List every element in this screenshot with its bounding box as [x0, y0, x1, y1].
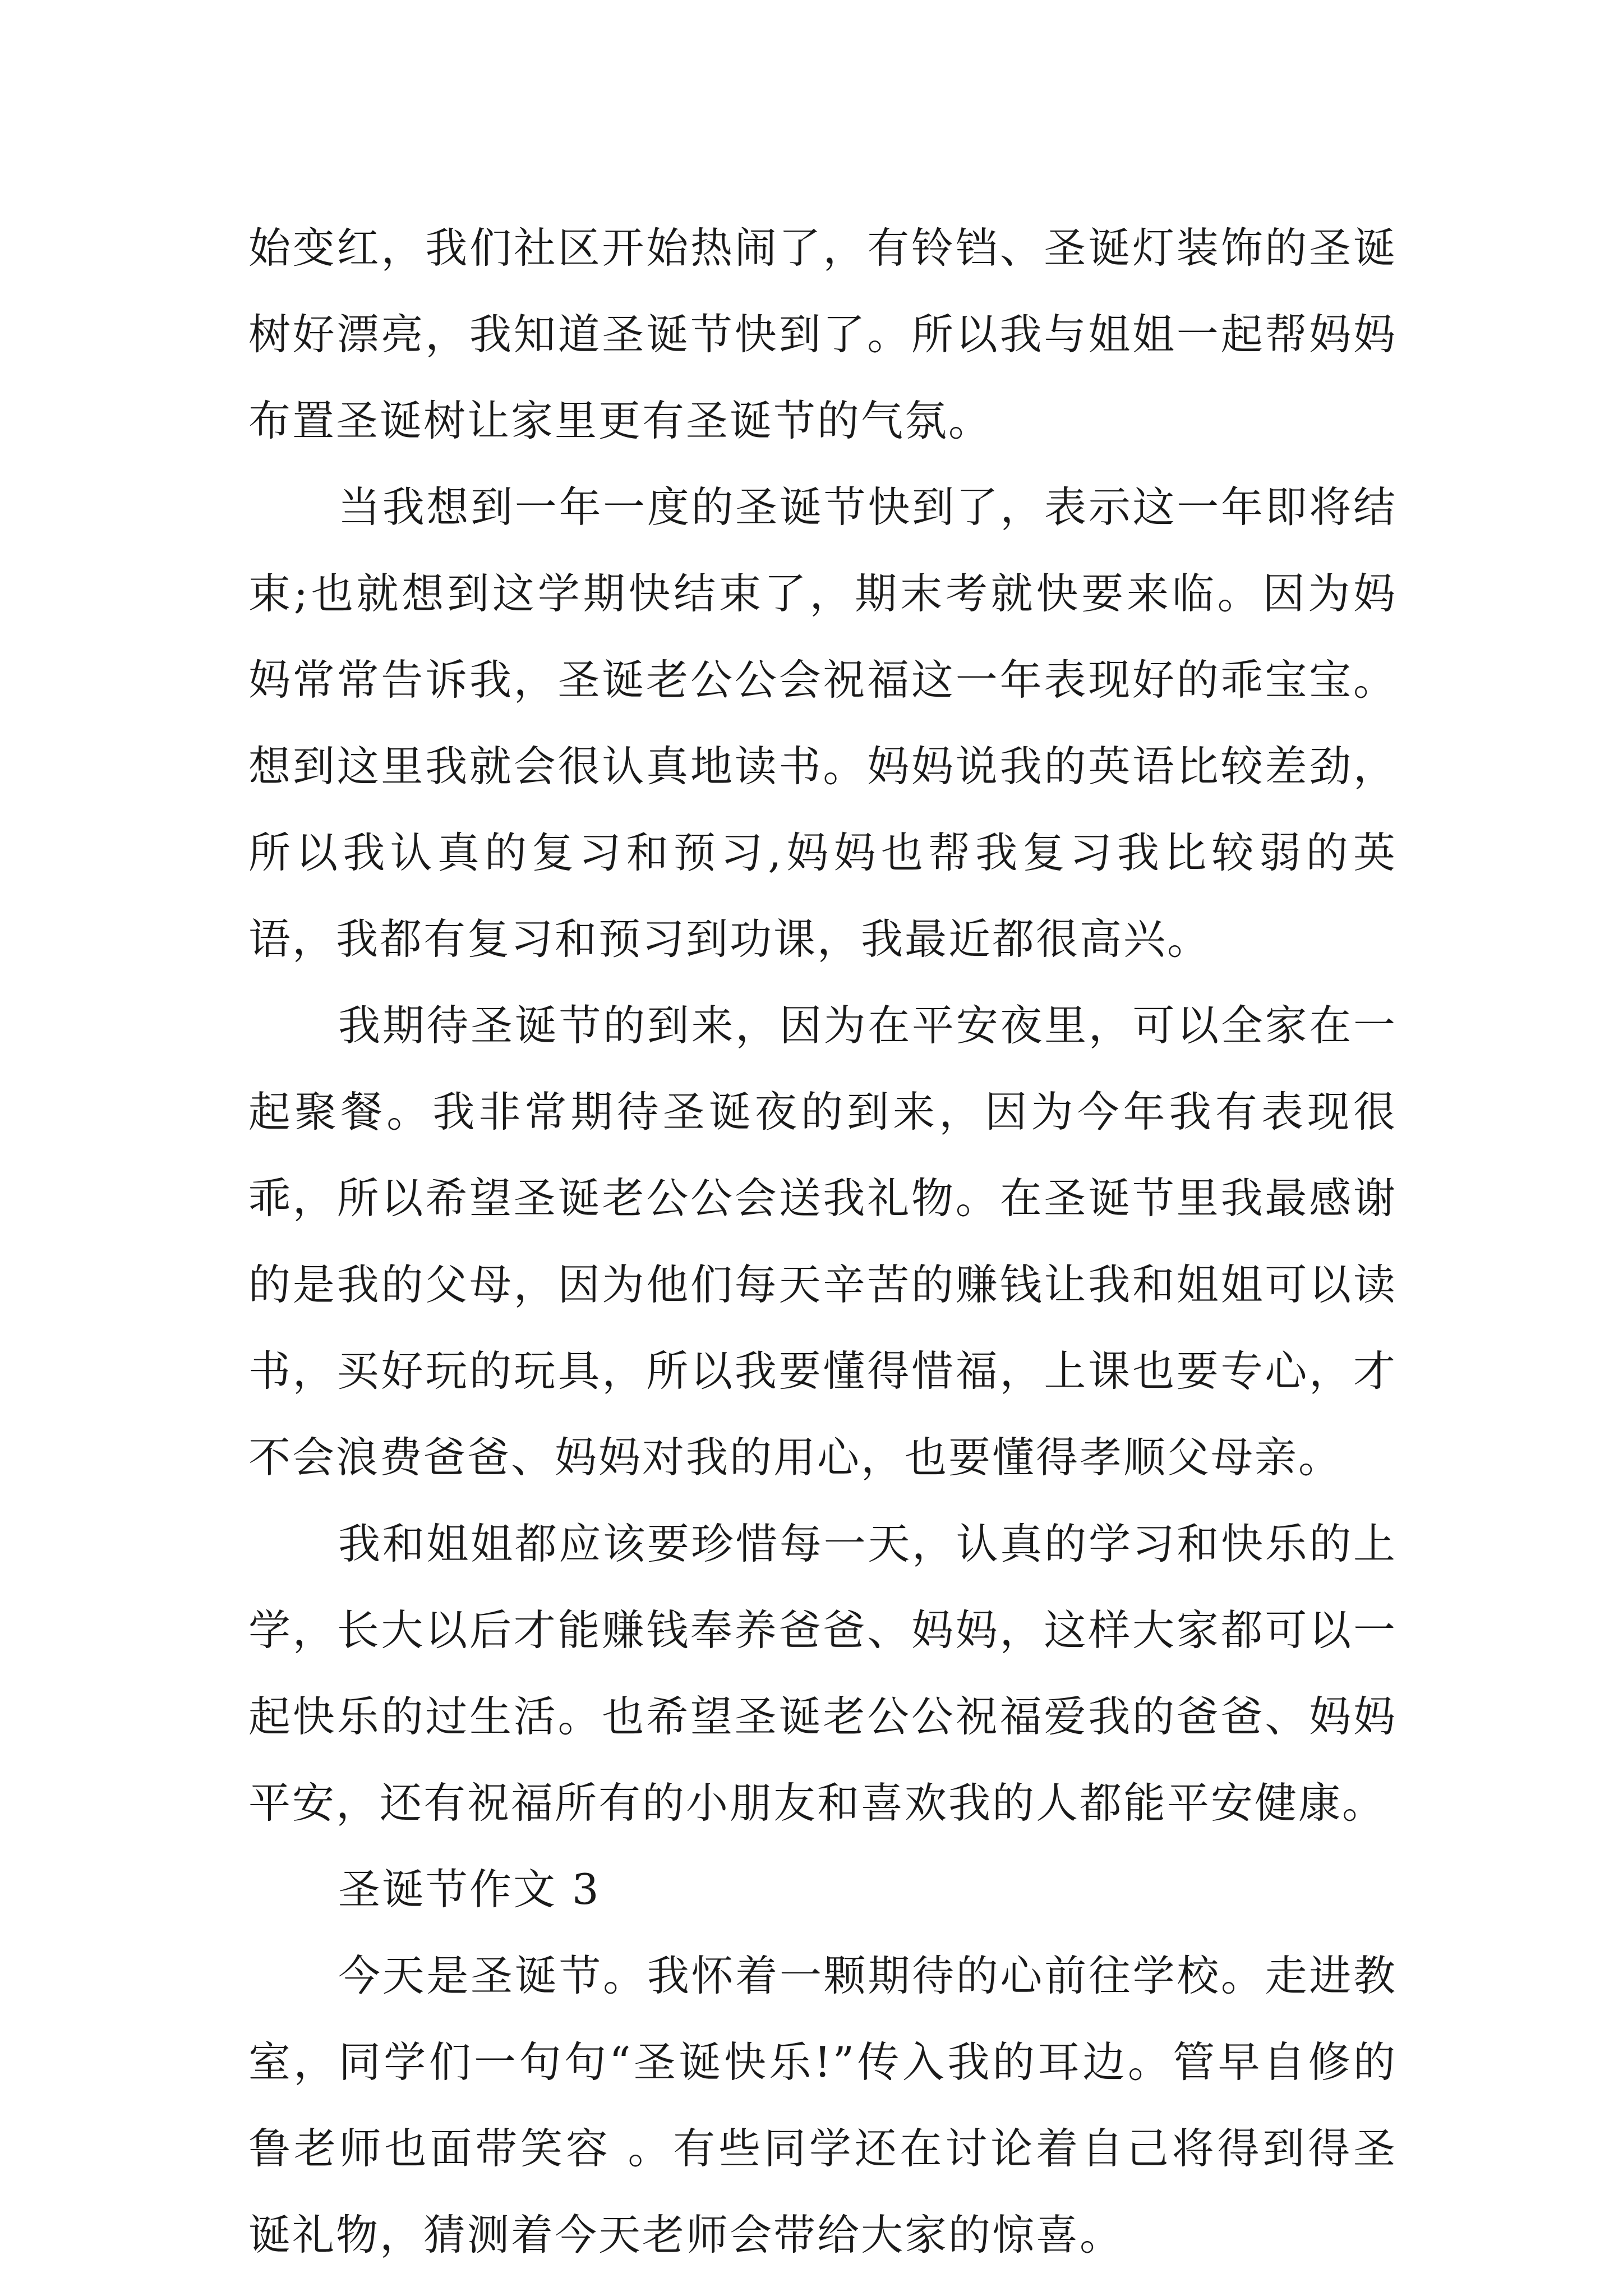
section-heading: 圣诞节作文 3 — [338, 1865, 601, 1914]
paragraph: 今天是圣诞节。我怀着一颗期待的心前往学校。走进教室，同学们一句句“圣诞快乐!”传入我的耳边。管早自修的鲁老师也面带笑容 。有些同学还在讨论着自己将得到得圣诞礼物，猜测着今天老师会带给大家的惊喜。 — [248, 1951, 1397, 2260]
document-body — [248, 205, 1397, 2278]
paragraph: 我期待圣诞节的到来，因为在平安夜里，可以全家在一起聚餐。我非常期待圣诞夜的到来，因为今年我有表现很乖，所以希望圣诞老公公会送我礼物。在圣诞节里我最感谢的是我的父母，因为他们每天辛苦的赚钱让我和姐姐可以读书，买好玩的玩具，所以我要懂得惜福，上课也要专心，才不会浪费爸爸、妈妈对我的用心，也要懂得孝顺父母亲。 — [248, 1001, 1397, 1482]
paragraph: 当我想到一年一度的圣诞节快到了，表示这一年即将结束;也就想到这学期快结束了，期末考就快要来临。因为妈妈常常告诉我，圣诞老公公会祝福这一年表现好的乖宝宝。想到这里我就会很认真地读书。妈妈说我的英语比较差劲，所以我认真的复习和预习,妈妈也帮我复习我比较弱的英语，我都有复习和预习到功课，我最近都很高兴。 — [248, 482, 1397, 964]
paragraph: 我和姐姐都应该要珍惜每一天，认真的学习和快乐的上学，长大以后才能赚钱奉养爸爸、妈妈，这样大家都可以一起快乐的过生活。也希望圣诞老公公祝福爱我的爸爸、妈妈平安，还有祝福所有的小朋友和喜欢我的人都能平安健康。 — [248, 1519, 1397, 1828]
paragraph-continuation: 始变红，我们社区开始热闹了，有铃铛、圣诞灯装饰的圣诞树好漂亮，我知道圣诞节快到了。所以我与姐姐一起帮妈妈布置圣诞树让家里更有圣诞节的气氛。 — [248, 223, 1397, 445]
